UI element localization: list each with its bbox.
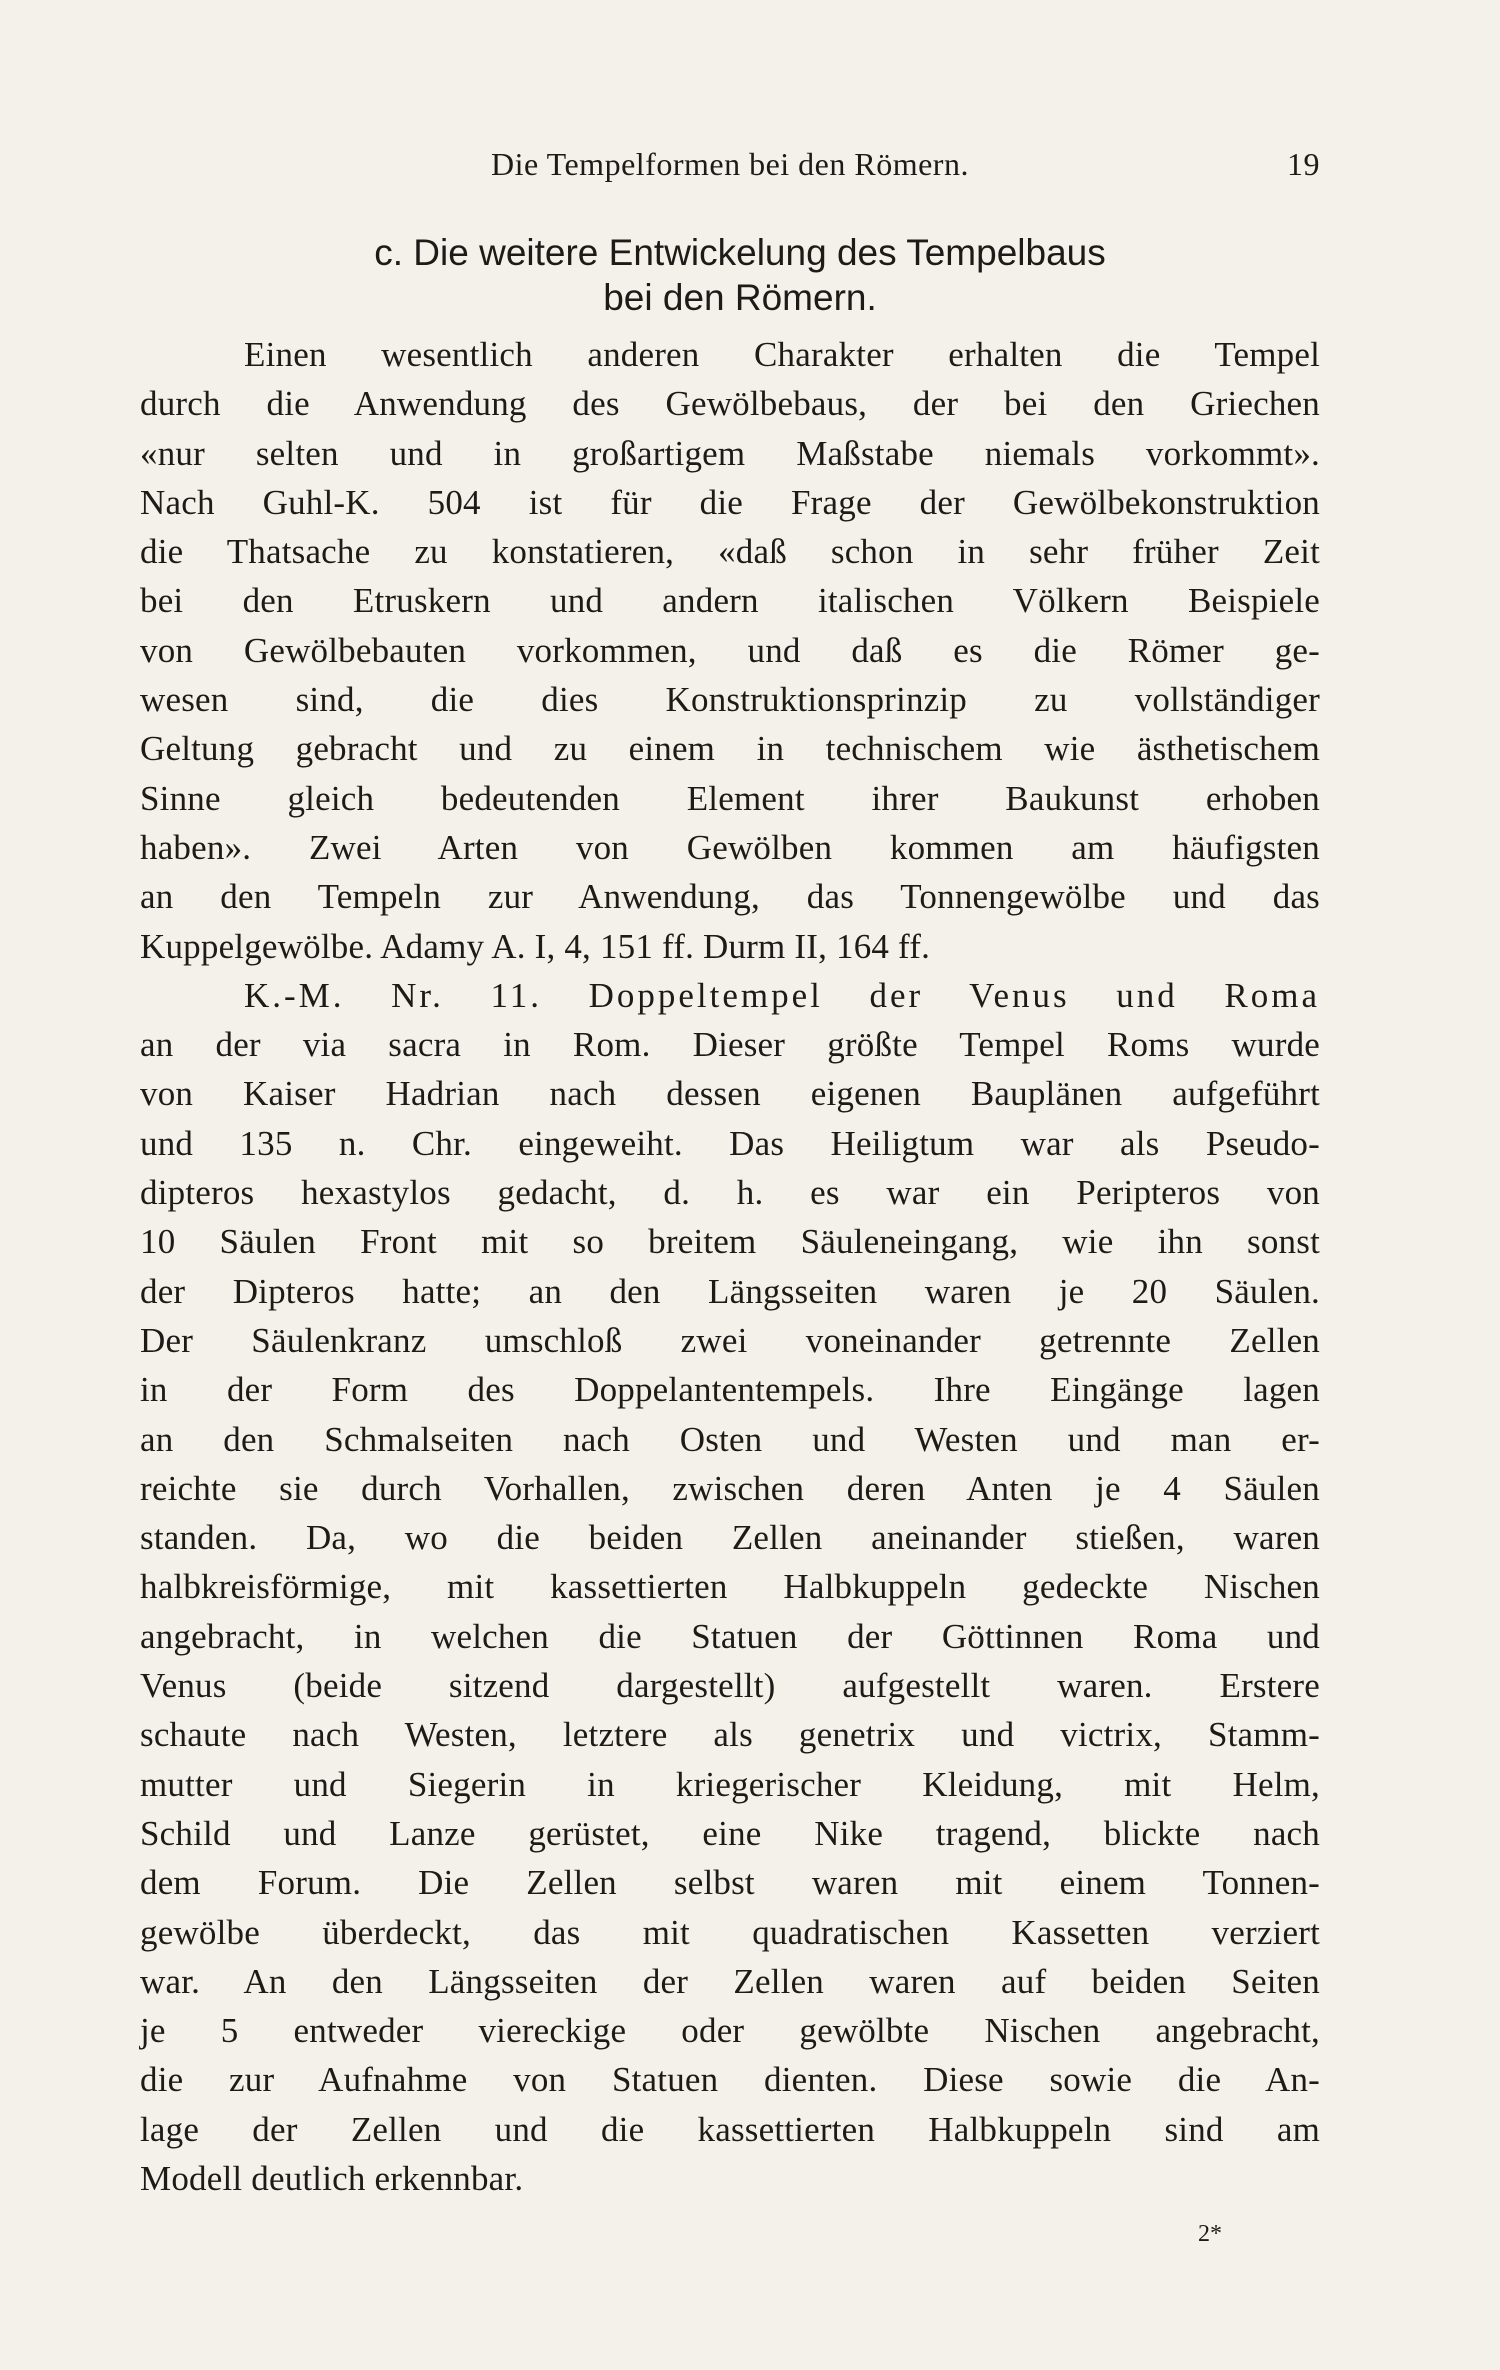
text-line: Nach Guhl-K. 504 ist für die Frage der Gewölbekonstruktion (140, 482, 1320, 522)
text-line: dem Forum. Die Zellen selbst waren mit einem Tonnen- (140, 1863, 1320, 1903)
text-line: an der via sacra in Rom. Dieser größte Tempel Roms wurde (140, 1025, 1320, 1065)
text-line: durch die Anwendung des Gewölbebaus, der bei den Griechen (140, 384, 1320, 424)
text-line: haben». Zwei Arten von Gewölben kommen am häufigsten (140, 827, 1320, 867)
text-line: und 135 n. Chr. eingeweiht. Das Heiligtum war als Pseudo- (140, 1123, 1320, 1163)
text-line: die zur Aufnahme von Statuen dienten. Diese sowie die An- (140, 2060, 1320, 2100)
running-title: Die Tempelformen bei den Römern. (491, 146, 969, 182)
text-line: Modell deutlich erkennbar. (140, 2158, 524, 2198)
text-line: mutter und Siegerin in kriegerischer Kleidung, mit Helm, (140, 1764, 1320, 1804)
text-line: schaute nach Westen, letztere als genetrix und victrix, Stamm- (140, 1715, 1320, 1755)
body-text (140, 330, 1320, 2203)
text-line: Der Säulenkranz umschloß zwei voneinander getrennte Zellen (140, 1320, 1320, 1360)
text-line: reichte sie durch Vorhallen, zwischen deren Anten je 4 Säulen (140, 1468, 1320, 1508)
text-line: angebracht, in welchen die Statuen der Göttinnen Roma und (140, 1616, 1320, 1656)
text-line: 10 Säulen Front mit so breitem Säuleneingang, wie ihn sonst (140, 1222, 1320, 1262)
text-line: standen. Da, wo die beiden Zellen aneinander stießen, waren (140, 1518, 1320, 1558)
text-line: gewölbe überdeckt, das mit quadratischen Kassetten verziert (140, 1912, 1320, 1952)
signature-mark: 2* (1198, 2221, 1222, 2247)
text-line: Kuppelgewölbe. Adamy A. I, 4, 151 ff. Durm II, 164 ff. (140, 926, 931, 966)
text-line: K.-M. Nr. 11. Doppeltempel der Venus und Roma (244, 975, 1320, 1015)
text-line: Geltung gebracht und zu einem in technischem wie ästhetischem (140, 729, 1320, 769)
text-line: an den Tempeln zur Anwendung, das Tonnengewölbe und das (140, 877, 1320, 917)
text-line: der Dipteros hatte; an den Längsseiten waren je 20 Säulen. (140, 1271, 1320, 1311)
running-head (140, 146, 1320, 186)
text-line: in der Form des Doppelantentempels. Ihre Eingänge lagen (140, 1370, 1320, 1410)
text-line: die Thatsache zu konstatieren, «daß schon in sehr früher Zeit (140, 532, 1320, 572)
page-number: 19 (1287, 146, 1320, 182)
text-line: Einen wesentlich anderen Charakter erhalten die Tempel (244, 335, 1320, 374)
text-line: Venus (beide sitzend dargestellt) aufgestellt waren. Erstere (140, 1666, 1320, 1706)
section-heading-line-1: c. Die weitere Entwickelung des Tempelbaus (374, 232, 1106, 273)
text-line: war. An den Längsseiten der Zellen waren auf beiden Seiten (140, 1961, 1320, 2001)
text-line: an den Schmalseiten nach Osten und Westen und man er- (140, 1419, 1320, 1459)
text-line: dipteros hexastylos gedacht, d. h. es war ein Peripteros von (140, 1173, 1320, 1213)
text-line: halbkreisförmige, mit kassettierten Halbkuppeln gedeckte Nischen (140, 1567, 1320, 1607)
text-line: von Gewölbebauten vorkommen, und daß es die Römer ge- (140, 630, 1320, 670)
text-line: «nur selten und in großartigem Maßstabe niemals vorkommt». (140, 433, 1320, 473)
text-line: lage der Zellen und die kassettierten Halbkuppeln sind am (140, 2109, 1320, 2149)
text-line: Schild und Lanze gerüstet, eine Nike tragend, blickte nach (140, 1813, 1320, 1853)
section-heading-line-2: bei den Römern. (603, 277, 877, 318)
text-line: bei den Etruskern und andern italischen Völkern Beispiele (140, 581, 1320, 621)
section-heading (200, 230, 1280, 320)
text-line: wesen sind, die dies Konstruktionsprinzip zu vollständiger (140, 680, 1320, 720)
text-line: je 5 entweder viereckige oder gewölbte Nischen angebracht, (140, 2011, 1320, 2051)
text-line: von Kaiser Hadrian nach dessen eigenen Bauplänen aufgeführt (140, 1074, 1320, 1114)
text-line: Sinne gleich bedeutenden Element ihrer Baukunst erhoben (140, 778, 1320, 818)
